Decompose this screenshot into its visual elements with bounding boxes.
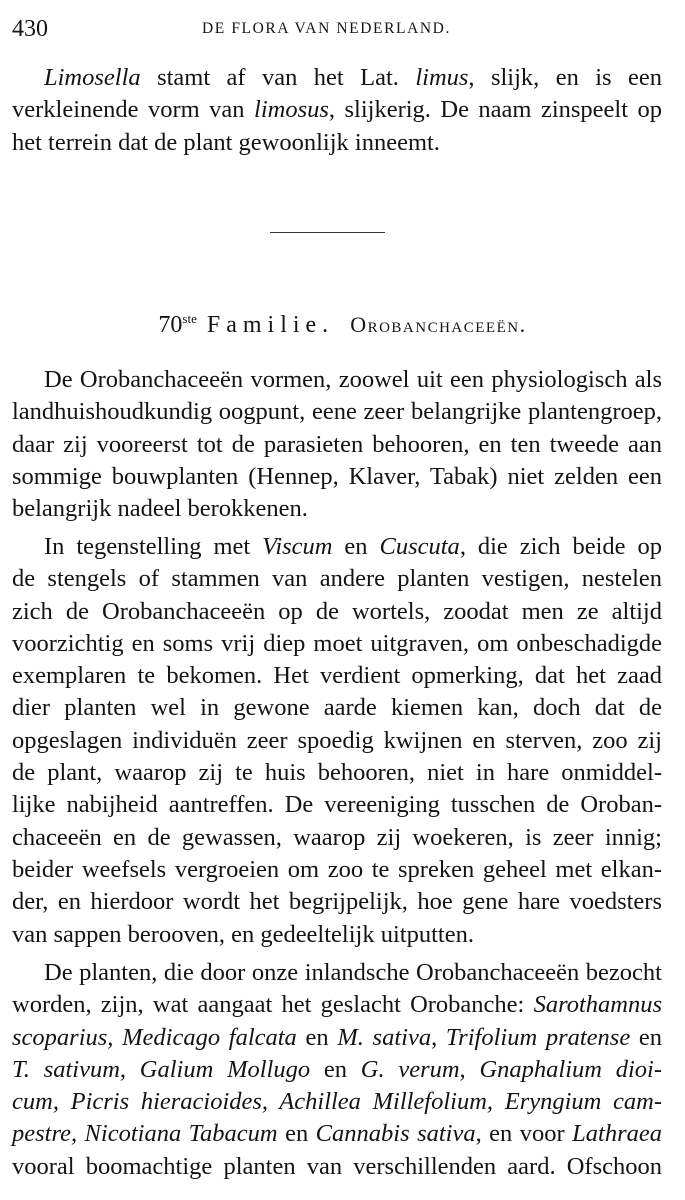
species-name: M. sativa [337, 1023, 432, 1051]
text-line: exemplaren te bekomen. Het verdient opmerking, dat het zaad [12, 662, 662, 690]
latin-word: limus [415, 64, 469, 91]
text-line: daar zij vooreerst tot de parasieten behooren, en ten tweede aan [12, 430, 662, 458]
species-name: G. verum, Gnaphalium dioi- [360, 1055, 662, 1083]
text-run: stamt af van het Lat. [140, 64, 416, 91]
text-run: en [332, 533, 380, 560]
text-run: en [310, 1055, 361, 1083]
ordinal-suffix: ste [182, 311, 197, 326]
family-word: Familie. [206, 312, 335, 338]
text-line: de plant, waarop zij te huis behooren, niet in hare onmiddel- [12, 759, 662, 787]
text-line: beider weefsels vergroeien om zoo te spreken geheel met elkan- [12, 855, 662, 883]
species-name: T. sativum, Galium Mollugo [12, 1055, 311, 1083]
text-run: worden, zijn, wat aangaat het geslacht Orobanche: [12, 991, 534, 1019]
text-run: , slijk, en is een [468, 64, 662, 91]
text-line: de stengels of stammen van andere planten vestigen, nestelen [12, 565, 662, 593]
species-name: Trifolium pratense [445, 1023, 631, 1051]
text-line: dier planten wel in gewone aarde kiemen kan, doch dat de [12, 694, 662, 722]
text-line: der, en hierdoor wordt het begrijpelijk, hoe gene hare voedsters [12, 888, 662, 916]
text-line [12, 62, 662, 94]
text-line: De planten, die door onze inlandsche Orobanchaceeën bezocht [44, 959, 662, 986]
body-paragraph-3 [12, 957, 662, 1183]
text-line [12, 531, 662, 563]
genus-name: Limosella [44, 64, 141, 91]
body-paragraph-2 [12, 531, 662, 951]
text-line [12, 989, 662, 1021]
species-name: Cannabis sativa [315, 1120, 476, 1148]
species-list-line: cum, Picris hieracioides, Achillea Millefolium, Eryngium cam- [12, 1088, 662, 1116]
genus-name: Viscum [262, 533, 333, 560]
text-line [12, 94, 662, 126]
text-run: verkleinende vorm van [12, 96, 255, 124]
text-run: In tegenstelling met [44, 533, 263, 560]
text-line: zich de Orobanchaceeën op de wortels, zoodat men ze altijd [12, 597, 662, 625]
genus-name: Cuscuta [379, 533, 460, 560]
species-name: Sarothamnus [533, 991, 662, 1019]
text-run: en [630, 1023, 663, 1051]
family-name: Orobanchaceeën. [350, 312, 527, 337]
running-head [12, 14, 672, 44]
text-run: , die zich beide op [459, 533, 663, 560]
text-run: en [277, 1120, 316, 1148]
text-line [12, 1054, 662, 1086]
species-name: scoparius, Medicago falcata [12, 1023, 297, 1051]
body-paragraph-1 [12, 364, 662, 525]
text-line: landhuishoudkundig oogpunt, eene zeer belangrijke plantengroep, [12, 398, 662, 426]
latin-word: limosus [254, 96, 329, 124]
text-line: van sappen berooven, en gedeeltelijk uitputten. [12, 920, 474, 948]
genus-name: Lathraea [572, 1120, 662, 1148]
text-run: , slijkerig. De naam zinspeelt op [328, 96, 662, 124]
number-text: 70 [158, 312, 183, 338]
section-divider [270, 232, 385, 233]
intro-paragraph [12, 62, 662, 159]
text-run: , [431, 1023, 446, 1051]
text-line: chaceeën en de gewassen, waarop zij woekeren, is zeer innig; [12, 823, 662, 851]
text-line: De Orobanchaceeën vormen, zoowel uit een physiologisch als [44, 366, 662, 393]
book-title: DE FLORA VAN NEDERLAND. [202, 20, 451, 37]
text-line: belangrijk nadeel berokkenen. [12, 495, 308, 523]
family-number [158, 312, 196, 338]
species-name: pestre, Nicotiana Tabacum [12, 1120, 278, 1148]
text-line: sommige bouwplanten (Hennep, Klaver, Tabak) niet zelden een [12, 462, 662, 490]
text-line [12, 1118, 662, 1150]
text-line: lijke nabijheid aantreffen. De vereeniging tusschen de Oroban- [12, 791, 662, 819]
text-line: het terrein dat de plant gewoonlijk inneemt. [12, 128, 440, 156]
text-line: voorzichtig en soms vrij diep moet uitgraven, om onbeschadigde [12, 629, 662, 657]
text-line: opgeslagen individuën zeer spoedig kwijnen en sterven, zoo zij [12, 726, 662, 754]
family-heading [0, 304, 685, 340]
text-line [12, 1022, 662, 1054]
text-run: , en voor [475, 1120, 573, 1148]
page-number: 430 [12, 16, 48, 42]
text-run: en [296, 1023, 338, 1051]
text-line: vooral boomachtige planten van verschillenden aard. Ofschoon [12, 1152, 662, 1180]
